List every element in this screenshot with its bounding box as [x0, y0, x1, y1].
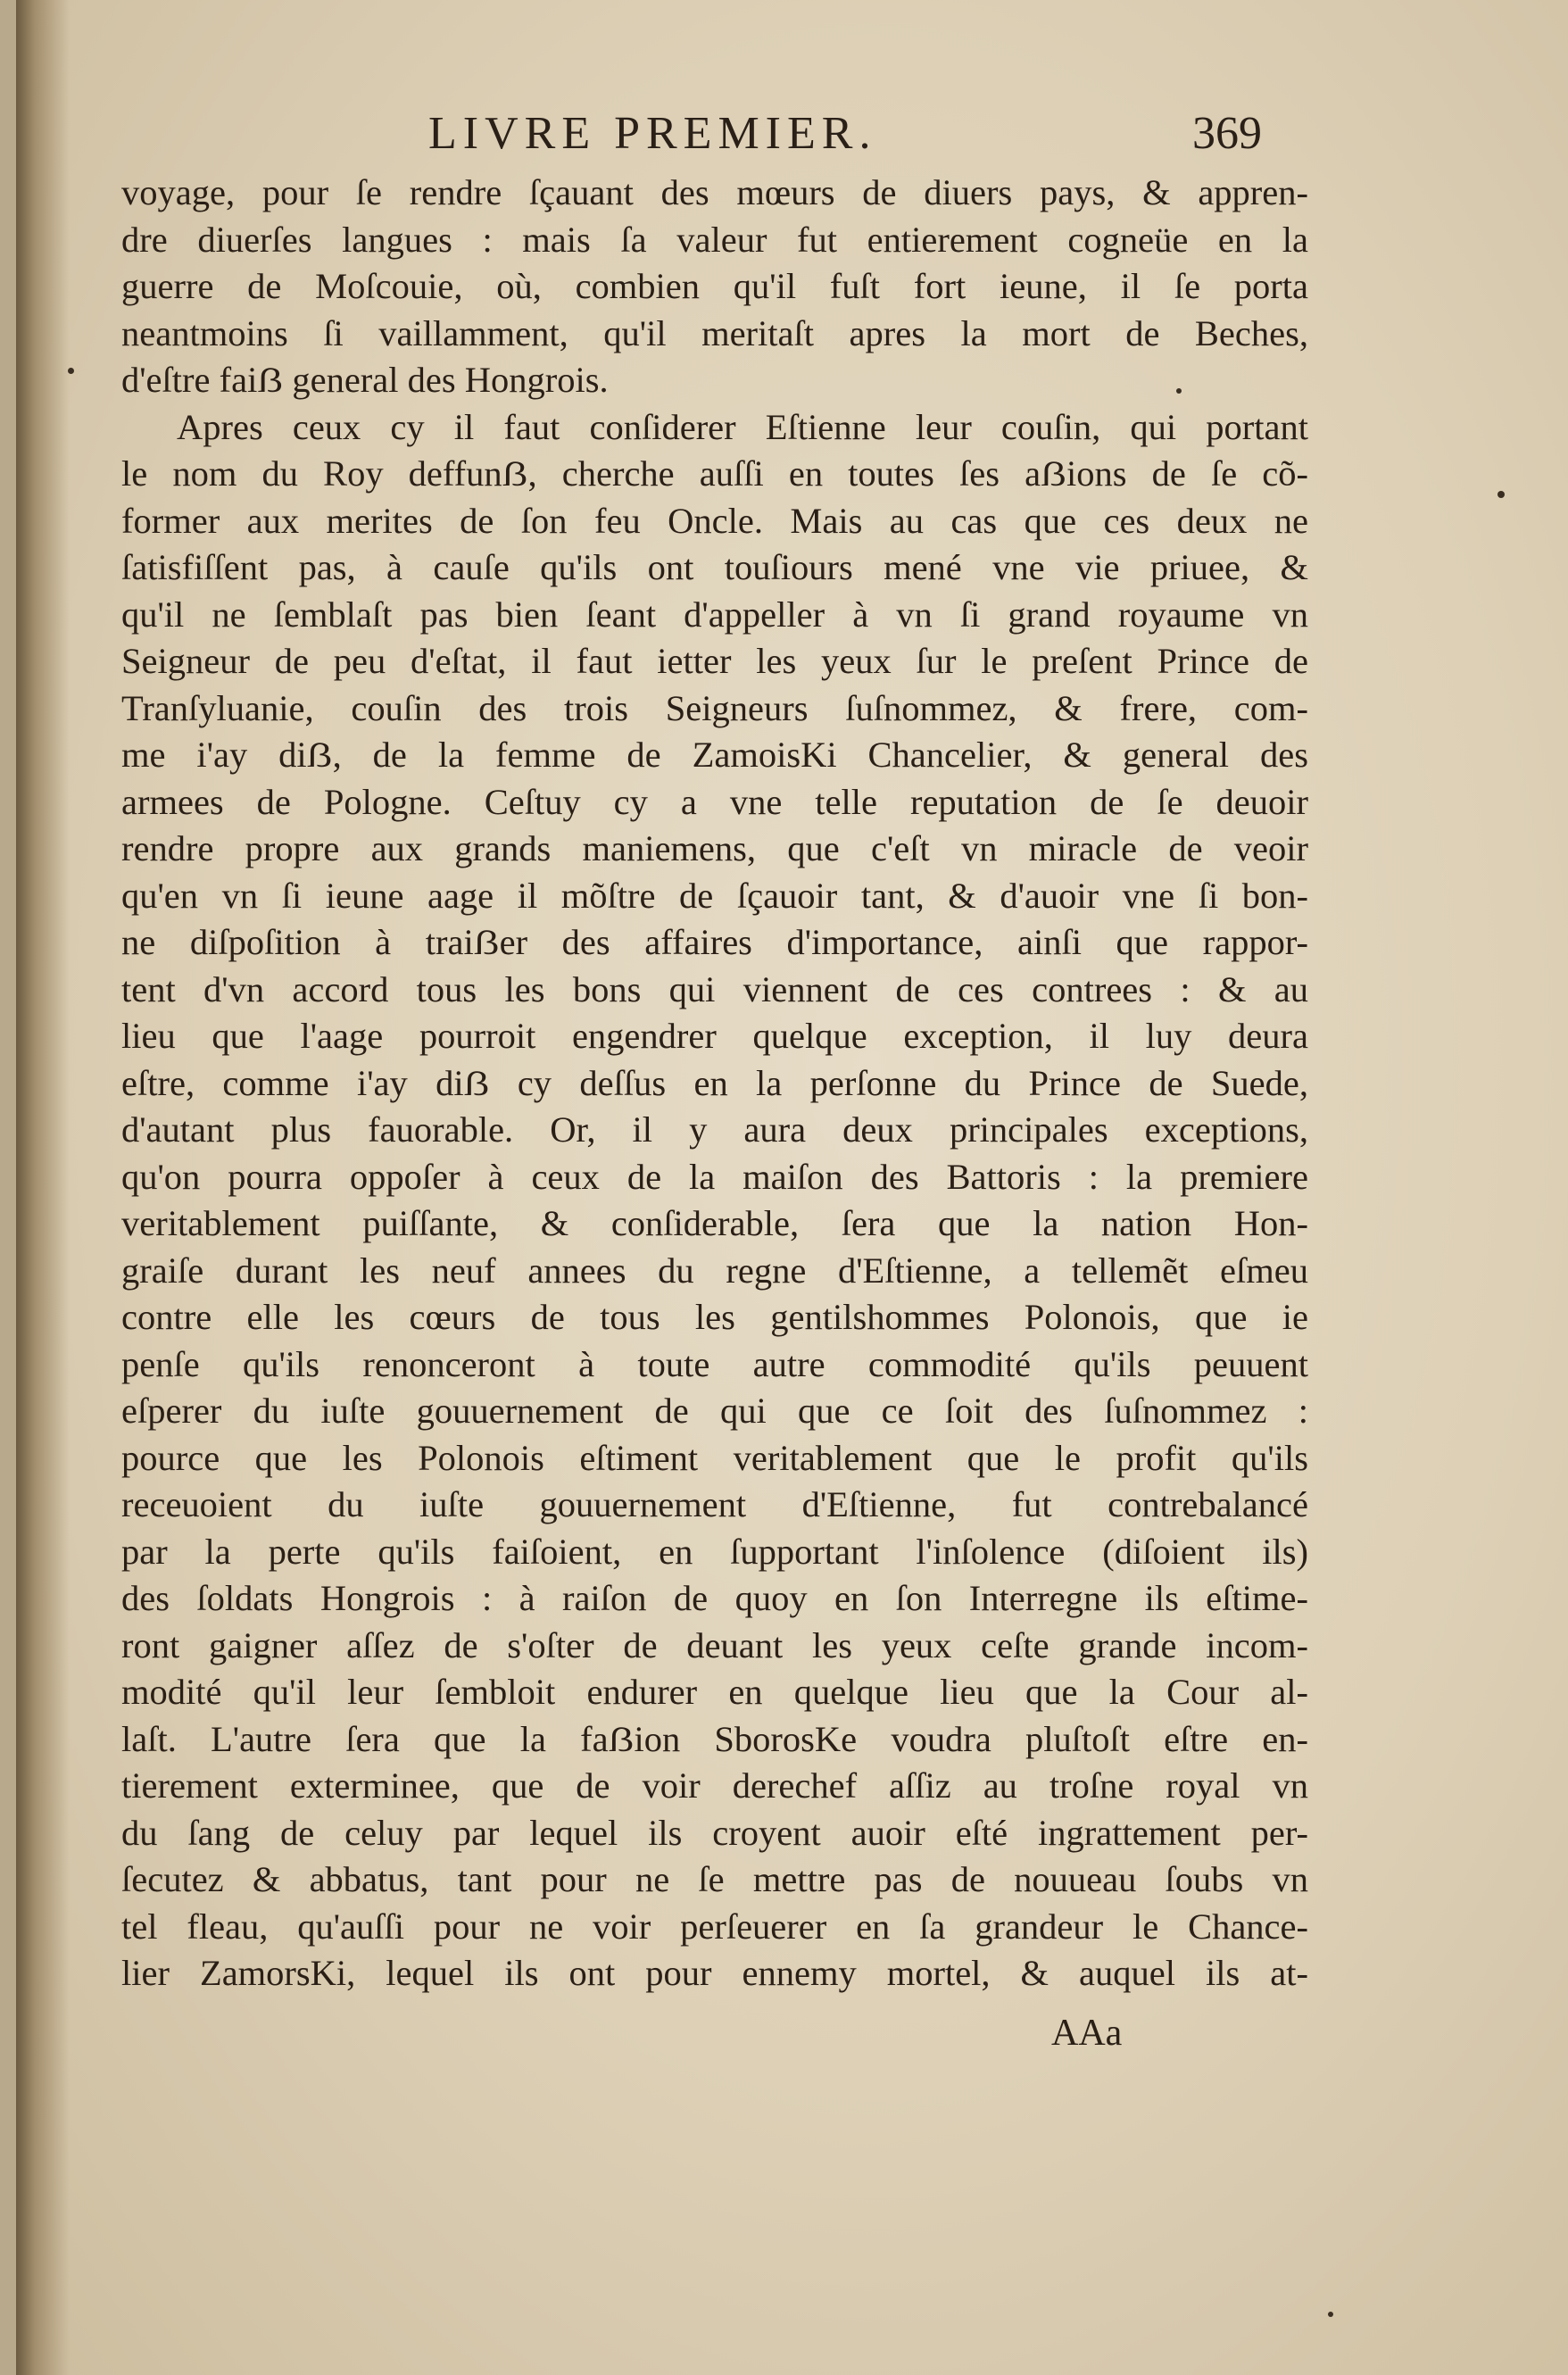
text-line: des ſoldats Hongrois : à raiſon de quoy en ſon Interregne ils eſtime-: [121, 1578, 1308, 1618]
text-line: ſatisfiſſent pas, à cauſe qu'ils ont touſiours mené vne vie priuee, &: [121, 547, 1308, 587]
text-line: pource que les Polonois eſtiment veritablement que le profit qu'ils: [121, 1437, 1308, 1478]
text-line: par la perte qu'ils faiſoient, en ſupportant l'inſolence (diſoient ils): [121, 1531, 1308, 1572]
text-line: veritablement puiſſante, & conſiderable, ſera que la nation Hon-: [121, 1203, 1308, 1243]
text-line: modité qu'il leur ſembloit endurer en quelque lieu que la Cour al-: [121, 1672, 1308, 1712]
text-line: penſe qu'ils renonceront à toute autre commodité qu'ils peuuent: [121, 1343, 1308, 1384]
running-title: LIVRE PREMIER.: [428, 108, 877, 159]
text-line: rendre propre aux grands maniemens, que c'eſt vn miracle de veoir: [121, 828, 1308, 868]
text-line: d'autant plus fauorable. Or, il y aura deux principales exceptions,: [121, 1109, 1308, 1150]
text-line: contre elle les cœurs de tous les gentilshommes Polonois, que ie: [121, 1297, 1308, 1337]
text-line: receuoient du iuſte gouuernement d'Eſtienne, fut contrebalancé: [121, 1484, 1308, 1524]
text-line: lieu que l'aage pourroit engendrer quelque exception, il luy deura: [121, 1016, 1308, 1056]
book-page: [16, 0, 1568, 2375]
text-line: du ſang de celuy par lequel ils croyent auoir eſté ingrattement per-: [121, 1812, 1308, 1853]
text-line: neantmoins ſi vaillamment, qu'il meritaſt apres la mort de Beches,: [121, 312, 1308, 353]
ink-speck: [1328, 2312, 1333, 2317]
text-line: ne diſpoſition à traiẞer des affaires d'importance, ainſi que rappor-: [121, 922, 1308, 962]
page-header: [16, 98, 1568, 170]
text-line: Seigneur de peu d'eſtat, il faut ietter les yeux ſur le preſent Prince de: [121, 641, 1308, 681]
text-line: me i'ay diẞ, de la femme de ZamoisKi Chancelier, & general des: [121, 735, 1308, 775]
text-line: tent d'vn accord tous les bons qui viennent de ces contrees : & au: [121, 968, 1308, 1009]
text-line: eſtre, comme i'ay diẞ cy deſſus en la perſonne du Prince de Suede,: [121, 1062, 1308, 1103]
text-line: tel fleau, qu'auſſi pour ne voir perſeuerer en ſa grandeur le Chance-: [121, 1906, 1308, 1947]
text-line: Tranſyluanie, couſin des trois Seigneurs ſuſnommez, & frere, com-: [121, 687, 1308, 728]
ink-speck: [1176, 388, 1182, 394]
text-line: tierement exterminee, que de voir derechef aſſiz au troſne royal vn: [121, 1765, 1308, 1806]
text-line: qu'il ne ſemblaſt pas bien ſeant d'appeller à vn ſi grand royaume vn: [121, 594, 1308, 635]
text-line: le nom du Roy deffunẞ, cherche auſſi en toutes ſes aẞions de ſe cõ-: [121, 453, 1308, 494]
text-line: eſperer du iuſte gouuernement de qui que ce ſoit des ſuſnommez :: [121, 1391, 1308, 1431]
ink-speck: [68, 368, 74, 374]
text-line: graiſe durant les neuf annees du regne d'Eſtienne, a tellemẽt eſmeu: [121, 1250, 1308, 1291]
text-line: Apres ceux cy il faut conſiderer Eſtienne leur couſin, qui portant: [177, 406, 1308, 447]
text-line: qu'en vn ſi ieune aage il mõſtre de ſçauoir tant, & d'auoir vne ſi bon-: [121, 875, 1308, 916]
text-line: voyage, pour ſe rendre ſçauant des mœurs de diuers pays, & appren-: [121, 172, 1308, 212]
page-spine-shadow: [16, 0, 70, 2375]
body-text: [121, 170, 1308, 1997]
text-line: dre diuerſes langues : mais ſa valeur fut entierement cogneüe en la: [121, 219, 1308, 260]
text-line: guerre de Moſcouie, où, combien qu'il fuſt fort ieune, il ſe porta: [121, 266, 1308, 306]
text-line: lier ZamorsKi, lequel ils ont pour ennemy mortel, & auquel ils at-: [121, 1953, 1308, 1993]
text-line: d'eſtre faiẞ general des Hongrois.: [121, 360, 609, 400]
text-line: armees de Pologne. Ceſtuy cy a vne telle reputation de ſe deuoir: [121, 781, 1308, 822]
text-line: ront gaigner aſſez de s'oſter de deuant les yeux ceſte grande incom-: [121, 1624, 1308, 1665]
signature-mark: AAa: [1051, 2013, 1123, 2054]
text-line: laſt. L'autre ſera que la faẞion SborosKe voudra pluſtoſt eſtre en-: [121, 1718, 1308, 1759]
page-number: 369: [1192, 108, 1262, 159]
text-line: former aux merites de ſon feu Oncle. Mais au cas que ces deux ne: [121, 500, 1308, 541]
text-line: qu'on pourra oppoſer à ceux de la maiſon des Battoris : la premiere: [121, 1156, 1308, 1197]
text-line: ſecutez & abbatus, tant pour ne ſe mettre pas de nouueau ſoubs vn: [121, 1859, 1308, 1899]
ink-speck: [1497, 491, 1505, 498]
